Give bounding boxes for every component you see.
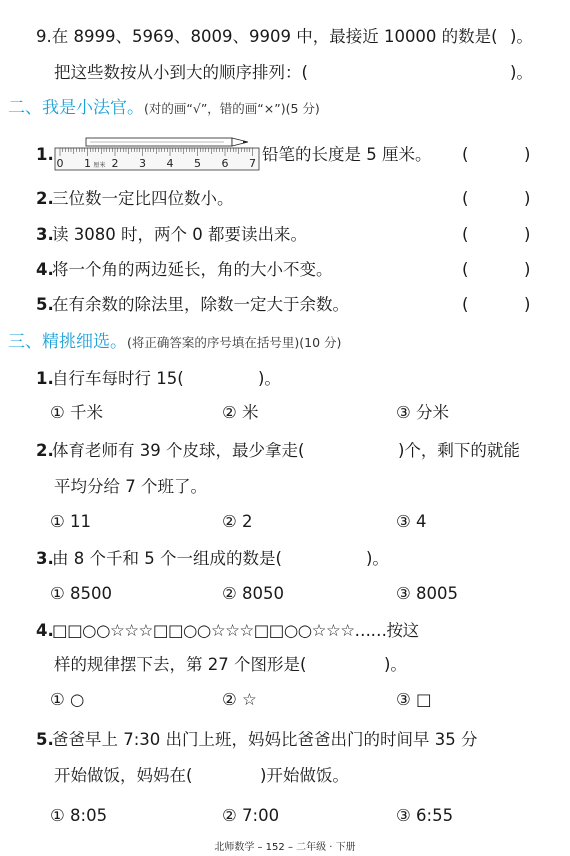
q9-line1 — [0, 22, 570, 52]
s2-item-3-text: 读 3080 时，两个 0 都要读出来。 — [52, 225, 307, 244]
s3-q5-option-3[interactable]: ③ 6:55 — [396, 806, 454, 825]
ruler-unit-label: 厘米 — [93, 162, 106, 169]
s3-q1-num: 1. — [36, 369, 54, 388]
ruler-label: 7 — [249, 157, 256, 170]
answer-paren-close: ) — [524, 145, 531, 164]
s3-q5-close: )开始做饭。 — [260, 766, 349, 785]
s3-q3-option-3[interactable]: ③ 8005 — [396, 584, 459, 603]
s2-item-5 — [0, 290, 570, 320]
s3-q2-option-3[interactable]: ③ 4 — [396, 512, 427, 531]
section2-header — [8, 94, 320, 122]
s2-item-2-text: 三位数一定比四位数小。 — [52, 189, 234, 208]
s3-q3 — [0, 544, 570, 574]
s3-q5-option-1[interactable]: ① 8:05 — [50, 806, 108, 825]
s3-q2-num: 2. — [36, 441, 54, 460]
s2-item-4 — [0, 255, 570, 285]
s3-q5-line2 — [0, 761, 570, 791]
s2-item-3 — [0, 220, 570, 250]
answer-paren-close: ) — [524, 189, 531, 208]
ruler-label: 2 — [111, 157, 119, 170]
s3-q3-option-1[interactable]: ① 8500 — [50, 584, 113, 603]
s2-item-5-num: 5. — [36, 295, 54, 314]
s2-item-2-num: 2. — [36, 189, 54, 208]
s3-q4 — [0, 616, 570, 646]
section3-note: (将正确答案的序号填在括号里)(10 分) — [127, 335, 342, 350]
s3-q4-text2: 样的规律摆下去，第 27 个图形是( — [54, 655, 307, 674]
s3-q4-close: )。 — [384, 655, 407, 674]
q9-text: 9.在 8999、5969、8009、9909 中，最接近 10000 的数是( — [36, 27, 498, 46]
s2-item-3-num: 3. — [36, 225, 54, 244]
s3-q3-num: 3. — [36, 549, 54, 568]
s3-q2-option-1[interactable]: ① 11 — [50, 512, 92, 531]
s3-q1-close: )。 — [258, 369, 281, 388]
s2-item-5-text: 在有余数的除法里，除数一定大于余数。 — [52, 295, 349, 314]
s3-q1-option-3[interactable]: ③ 分米 — [396, 403, 450, 422]
s3-q4-line2 — [0, 650, 570, 680]
answer-paren-open: ( — [462, 225, 469, 244]
s2-item-1 — [0, 140, 570, 170]
s3-q2 — [0, 436, 570, 466]
s3-q4-option-1[interactable]: ① ○ — [50, 690, 85, 709]
s3-q3-text: 由 8 个千和 5 个一组成的数是( — [52, 549, 282, 568]
s2-item-2 — [0, 184, 570, 214]
s3-q3-option-2[interactable]: ② 8050 — [222, 584, 285, 603]
s2-item-1-num: 1. — [36, 145, 54, 164]
s3-q4-text: □□○○☆☆☆□□○○☆☆☆□□○○☆☆☆……按这 — [52, 621, 419, 640]
s2-item-4-text: 将一个角的两边延长，角的大小不变。 — [52, 260, 333, 279]
page-footer: 北师数学 – 152 – 二年级 · 下册 — [214, 842, 356, 853]
section2-title: 二、我是小法官。 — [8, 98, 144, 118]
answer-paren-close: ) — [524, 260, 531, 279]
s3-q1-text: 自行车每时行 15( — [52, 369, 184, 388]
q9-close: )。 — [510, 27, 533, 46]
section3-title: 三、精挑细选。 — [8, 332, 127, 352]
s3-q2-option-2[interactable]: ② 2 — [222, 512, 253, 531]
s3-q4-option-3[interactable]: ③ □ — [396, 690, 432, 709]
ruler-label: 5 — [194, 157, 201, 170]
q9-text2: 把这些数按从小到大的顺序排列：( — [54, 63, 308, 82]
answer-paren-open: ( — [462, 295, 469, 314]
s3-q4-num: 4. — [36, 621, 54, 640]
s2-item-1-text: 铅笔的长度是 5 厘米。 — [262, 145, 432, 164]
section2-note: (对的画“√”，错的画“×”)(5 分) — [144, 101, 320, 116]
ruler-label: 4 — [166, 157, 174, 170]
q9-line2 — [0, 58, 570, 88]
ruler-label: 3 — [139, 157, 146, 170]
ruler-label: 0 — [56, 157, 64, 170]
answer-paren-open: ( — [462, 260, 469, 279]
s3-q3-close: )。 — [366, 549, 389, 568]
s3-q2-close: )个，剩下的就能 — [398, 441, 520, 460]
ruler-label: 1 — [84, 157, 91, 170]
s3-q1-option-2[interactable]: ② 米 — [222, 403, 259, 422]
s3-q5 — [0, 725, 570, 755]
answer-paren-close: ) — [524, 295, 531, 314]
answer-paren-open: ( — [462, 189, 469, 208]
s3-q5-num: 5. — [36, 730, 54, 749]
ruler-label: 6 — [221, 157, 229, 170]
s3-q2-text: 体育老师有 39 个皮球，最少拿走( — [52, 441, 305, 460]
answer-paren-close: ) — [524, 225, 531, 244]
s3-q2-text2: 平均分给 7 个班了。 — [54, 477, 207, 496]
section3-header — [8, 328, 341, 356]
s3-q4-option-2[interactable]: ② ☆ — [222, 690, 257, 709]
s3-q5-text: 爸爸早上 7:30 出门上班，妈妈比爸爸出门的时间早 35 分 — [52, 730, 478, 749]
s3-q1 — [0, 364, 570, 394]
s3-q2-line2 — [0, 472, 570, 502]
q9-close2: )。 — [510, 63, 533, 82]
s3-q5-option-2[interactable]: ② 7:00 — [222, 806, 280, 825]
s2-item-4-num: 4. — [36, 260, 54, 279]
answer-paren-open: ( — [462, 145, 469, 164]
s3-q1-option-1[interactable]: ① 千米 — [50, 403, 104, 422]
s3-q5-text2: 开始做饭，妈妈在( — [54, 766, 193, 785]
